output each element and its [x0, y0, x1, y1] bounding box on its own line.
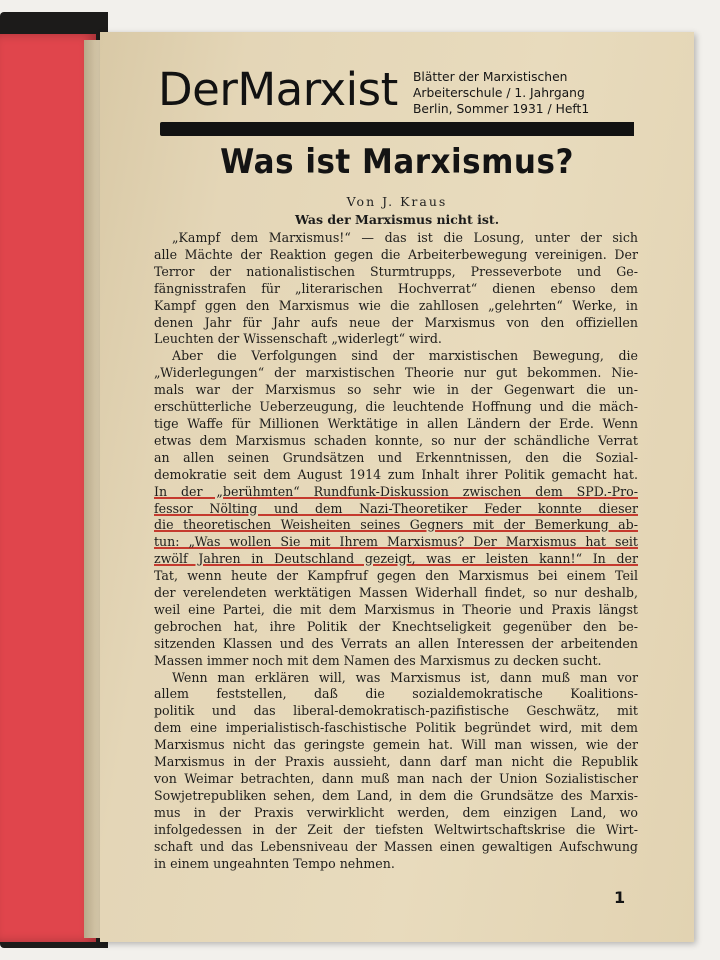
- masthead: [158, 62, 634, 140]
- text-line: fängnisstrafen für „literarischen Hochverrat“ dienen ebenso dem: [154, 280, 638, 296]
- article-title: Was ist Marxismus?: [220, 142, 574, 182]
- text-line: „Kampf dem Marxismus!“ — das ist die Losung, unter der sich: [172, 230, 638, 245]
- text-line: in einem ungeahnten Tempo nehmen.: [154, 855, 395, 871]
- article-body: [154, 230, 638, 872]
- text-line: infolgedessen in der Zeit der tiefsten Weltwirtschaftskrise die Wirt-: [154, 821, 638, 837]
- masthead-bar: [160, 122, 634, 136]
- text-line: alle Mächte der Reaktion gegen die Arbeiterbewegung vereinigen. Der: [154, 246, 638, 262]
- masthead-brand: DerMarxist: [158, 63, 398, 116]
- text-line: Kampf ggen den Marxismus wie die zahllosen „gelehrten“ Werke, in: [154, 297, 638, 313]
- text-line: von Weimar betrachten, dann muß man nach der Union Sozialistischer: [154, 771, 638, 786]
- masthead-info-line: Arbeiterschule / 1. Jahrgang: [413, 86, 585, 100]
- text-line: etwas dem Marxismus schaden konnte, so nur der schändliche Verrat: [154, 432, 638, 448]
- text-line: weil eine Partei, die mit dem Marxismus in Theorie und Praxis längst: [154, 601, 638, 617]
- text-line: Leuchten der Wissenschaft „widerlegt“ wird.: [154, 331, 442, 347]
- text-line: tige Waffe für Millionen Werktätige in allen Ländern der Erde. Wenn: [154, 415, 638, 431]
- text-line: denen Jahr für Jahr aufs neue der Marxismus von den offiziellen: [154, 314, 638, 330]
- text-line: der verelendeten werktätigen Massen Widerhall findet, so nur deshalb,: [154, 585, 638, 601]
- underlined-text-line: In der „berühmten“ Rundfunk-Diskussion zwischen dem SPD.-Pro-: [154, 483, 638, 499]
- underlined-text-line: die theoretischen Weisheiten seines Gegners mit der Bemerkung ab-: [154, 517, 638, 533]
- text-line: „Widerlegungen“ der marxistischen Theorie nur gut bekommen. Nie-: [154, 365, 638, 381]
- text-line: gebrochen hat, ihre Politik der Knechtseligkeit gegenüber den be-: [154, 618, 638, 634]
- text-line: Marxismus nicht das geringste gemein hat. Will man wissen, wie der: [154, 737, 638, 753]
- text-line: politik und das liberal-demokratisch-pazifistische Geschwätz, mit: [154, 703, 638, 719]
- masthead-info: [413, 69, 636, 117]
- text-line: Tat, wenn heute der Kampfruf gegen den Marxismus bei einem Teil: [154, 568, 638, 584]
- book-page: [100, 32, 694, 942]
- masthead-info-line: Berlin, Sommer 1931 / Heft1: [413, 102, 590, 116]
- red-book-cover: [0, 34, 96, 942]
- article-author: Von J. Kraus: [346, 194, 448, 209]
- text-line: Marxismus in der Praxis aussieht, dann darf man nicht die Republik: [154, 754, 638, 770]
- text-line: sitzenden Klassen und des Verrats an allen Interessen der arbeitenden: [154, 635, 638, 651]
- text-line: Sowjetrepubliken sehen, dem Land, in dem die Grundsätze des Marxis-: [154, 787, 638, 803]
- text-line: erschütterliche Ueberzeugung, die leuchtende Hoffnung und die mäch-: [154, 399, 638, 415]
- masthead-info-line: Blätter der Marxistischen: [413, 70, 568, 84]
- text-line: an allen seinen Grundsätzen und Erkenntnissen, den die Sozial-: [154, 449, 638, 465]
- text-line: Wenn man erklären will, was Marxismus ist, dann muß man vor: [172, 669, 638, 685]
- underlined-text-line: tun: „Was wollen Sie mit Ihrem Marxismus? Der Marxismus hat seit: [154, 534, 638, 550]
- text-line: Aber die Verfolgungen sind der marxistischen Bewegung, die: [172, 348, 638, 364]
- text-line: mals war der Marxismus so sehr wie in der Gegenwart die un-: [154, 382, 638, 398]
- text-line: dem eine imperialistisch-faschistische Politik begründet wird, mit dem: [154, 720, 638, 736]
- text-line: Terror der nationalistischen Sturmtrupps, Presseverbote und Ge-: [154, 263, 638, 279]
- text-line: schaft und das Lebensniveau der Massen einen gewaltigen Aufschwung: [154, 838, 638, 854]
- text-line: allem feststellen, daß die sozialdemokratische Koalitions-: [154, 686, 638, 702]
- text-line: mus in der Praxis verwirklicht werden, dem einzigen Land, wo: [154, 804, 638, 820]
- text-line: demokratie seit dem August 1914 zum Inhalt ihrer Politik gemacht hat.: [154, 466, 638, 482]
- underlined-text-line: zwölf Jahren in Deutschland gezeigt, was er leisten kann!“ In der: [154, 551, 638, 567]
- article-subheading: Was der Marxismus nicht ist.: [294, 212, 500, 227]
- page-number: 1: [614, 888, 626, 907]
- text-line: Massen immer noch mit dem Namen des Marxismus zu decken sucht.: [154, 652, 602, 668]
- underlined-text-line: fessor Nölting und dem Nazi-Theoretiker Feder konnte dieser: [154, 500, 638, 516]
